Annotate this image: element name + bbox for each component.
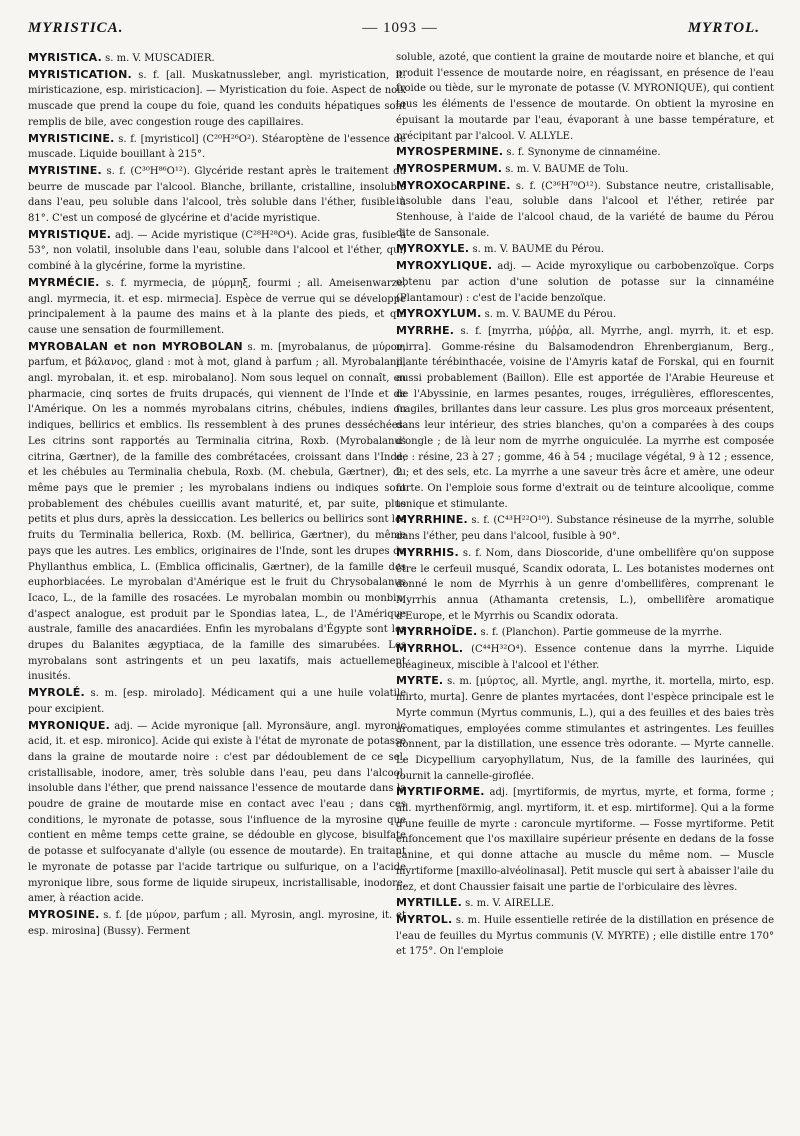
entry-definition: soluble, azoté, que contient la graine de moutarde noire et blanche, et qui produit l'essence de moutarde noire, en réagissant, en présence de l'eau froide ou tiède, sur le myronate de potasse (V. MYRONIQUE), qui contient tous les éléments de l'essence de moutarde. On obtient la myrosine en épuisant la moutarde par l'eau, évaporant à une basse température, et précipitant par l'alcool. V. ALLYLE. (396, 52, 774, 142)
entry-definition: s. f. (Planchon). Partie gommeuse de la myrrhe. (477, 627, 723, 639)
dictionary-entry (396, 641, 774, 673)
entry-headword: MYROSINE. (28, 907, 100, 921)
entry-definition: s. m. [μύρτος, all. Myrtle, angl. myrthe, it. mortella, mirto, esp. mirto, murta]. Genre de plantes myrtacées, dont l'espèce principale est le Myrte commun (Myrtus communis, L.), qui a des feuilles et des baies très aromatiques, employées comme stimulantes et astringentes. Les feuilles donnent, par la distillation, une essence très odorante. — Myrte cannelle. Le Dicypellium caryophyllatum, Nus, de la famille des laurinées, qui fournit la cannelle-giroflée. (396, 676, 774, 782)
dictionary-entry (396, 144, 774, 161)
entry-definition: s. m. V. BAUME de Tolu. (502, 163, 629, 175)
entry-headword: MYROSPERMUM. (396, 161, 503, 175)
entry-headword: MYRISTIQUE. (28, 227, 112, 241)
entry-headword: MYROXYLUM. (396, 307, 482, 321)
entry-definition: s. m. [myrobalanus, de μύρον, parfum, et βάλανος, gland : mot à mot, gland à parfum ; all. Myrobalanil, angl. myrobalan, it. et esp. mirobalano]. Nom sous lequel on connaît, en pharmacie, cinq sortes de fruits drupacés, qui viennent de l'Inde et de l'Amérique. On les a nommés myrobalans citrins, chébules, indiens ou indiques, bellirics et emblics. Ils ressemblent à des prunes desséchées. Les citrins sont rapportés au Terminalia citrina, Roxb. (Myrobalanus citrina, Gærtner), de la famille des combrétacées, croissant dans l'Inde, et les chébules au Terminalia chebula, Roxb. (M. chebula, Gærtner), du même pays que le premier ; les myrobalans indiens ou indiques sont probablement des chébules cueillis avant maturité, et, par suite, plus petits et plus durs, après la dessiccation. Les bellerics ou bellirics sont les fruits du Terminalia bellerica, Roxb. (M. bellirica, Gærtner), du même pays que les autres. Les emblics, originaires de l'Inde, sont les drupes du Phyllanthus emblica, L. (Emblica officinalis, Gærtner), de la famille des euphorbiacées. Le myrobalan d'Amérique est le fruit du Chrysobalanus Icaco, L., de la famille des rosacées. Le myrobalan mombin ou monbin, d'aspect analogue, est produit par le Spondias latea, L., de l'Amérique australe, famille des anacardiées. Enfin les myrobalans d'Égypte sont les drupes du Balanites ægyptiaca, de la famille des simarubées. Les myrobalans sont astringents et un peu laxatifs, mais actuellement inusités. (28, 341, 406, 683)
entry-definition: adj. — Acide myronique [all. Myronsäure, angl. myronic acid, it. et esp. mironico]. Acide qui existe à l'état de myronate de potasse dans la graine de moutarde noire : c'est par dédoublement de ce sel, cristallisable, inodore, amer, très soluble dans l'eau, peu dans l'alcool, insoluble dans l'éther, que prend naissance l'essence de moutarde dans la poudre de graine de moutarde mise en contact avec l'eau ; dans ces conditions, le myronate de potasse, sous l'influence de la myrosine que contient en même temps cette graine, se dédouble en glycose, bisulfate de potasse et sulfocyanate d'allyle (ou essence de moutarde). En traitant le myronate de potasse par l'acide tartrique ou sulfurique, on a l'acide myronique libre, sous forme de liquide sirupeux, incristallisable, inodore, amer, à réaction acide. (28, 720, 406, 905)
entry-definition: s. m. [esp. mirolado]. Médicament qui a une huile volatile pour excipient. (28, 688, 406, 715)
dictionary-entry (396, 241, 774, 258)
dictionary-entry (28, 163, 406, 227)
dictionary-entry (28, 718, 406, 907)
entry-definition: adj. — Acide myroxylique ou carbobenzoïque. Corps obtenu par action d'une solution de potasse sur la cinnaméine (Plantamour) : c'est de l'acide benzoïque. (396, 261, 774, 304)
entry-headword: MYRISTINE. (28, 163, 102, 177)
entry-definition: (C⁴⁴H³²O⁴). Essence contenue dans la myrrhe. Liquide oléagineux, miscible à l'alcool et l'éther. (396, 644, 774, 671)
entry-headword: MYRTE. (396, 674, 444, 688)
dictionary-entry (396, 545, 774, 625)
entry-definition: s. f. [myrrha, μύῤῥα, all. Myrrhe, angl. myrrh, it. et esp. mirra]. Gomme-résine du Balsamodendron Ehrenbergianum, Berg., plante térébinthacée, voisine de l'Amyris kataf de Forskal, qui en fournit aussi probablement (Baillon). Elle est apportée de l'Arabie Heureuse et de l'Abyssinie, en larmes pesantes, rouges, irrégulières, efflorescentes, fragiles, brillantes dans leur cassure. Les plus gros morceaux présentent, dans leur intérieur, des stries blanches, qu'on a comparées à des coups d'ongle ; de là leur nom de myrrhe onguiculée. La myrrhe est composée de : résine, 23 à 27 ; gomme, 46 à 54 ; mucilage végétal, 9 à 12 ; essence, 2 ; et des sels, etc. La myrrhe a une saveur très âcre et amère, une odeur forte. On l'emploie sous forme d'extrait ou de teinture alcoolique, comme tonique et stimulante. (396, 325, 774, 510)
dictionary-entry (28, 907, 406, 939)
entry-headword: MYRRHOL. (396, 642, 464, 656)
dictionary-entry (396, 306, 774, 323)
dictionary-entry (28, 67, 406, 131)
dictionary-entry (396, 50, 774, 144)
entry-headword: MYRISTICINE. (28, 131, 115, 145)
dictionary-entry (28, 50, 406, 67)
entry-definition: s. f. Synonyme de cinnaméine. (503, 147, 661, 159)
entry-headword: MYRISTICATION. (28, 67, 132, 81)
entry-headword: MYRRHINE. (396, 513, 468, 527)
entry-headword: MYRTOL. (396, 912, 453, 926)
dictionary-entry (396, 178, 774, 242)
entry-headword: MYRTILLE. (396, 896, 462, 910)
entry-headword: MYRISTICA. (28, 51, 102, 64)
entry-definition: s. f. (C³⁶H⁷⁰O¹²). Substance neutre, cristallisable, insoluble dans l'eau, soluble dans l'alcool et l'éther, retirée par Stenhouse, à l'aide de l'alcool chaud, de la variété de baume du Pérou dite de Sansonale. (396, 180, 774, 239)
dictionary-entry (28, 227, 406, 275)
dictionary-entry (28, 131, 406, 163)
dictionary-entry (396, 784, 774, 895)
entry-definition: s. m. V. MUSCADIER. (101, 53, 215, 64)
dictionary-entry (396, 912, 774, 960)
entry-headword: MYROBALAN et non MYROBOLAN (28, 339, 243, 353)
entry-definition: s. m. Huile essentielle retirée de la distillation en présence de l'eau de feuilles du Myrtus communis (V. MYRTE) ; elle distille entre 170° et 175°. On l'emploie (396, 914, 774, 958)
entry-headword: MYROLÉ. (28, 686, 85, 700)
dictionary-entry (396, 512, 774, 544)
entry-definition: s. m. V. BAUME du Pérou. (481, 309, 617, 321)
entry-headword: MYRMÉCIE. (28, 275, 100, 289)
entry-headword: MYRRHE. (396, 323, 455, 337)
entry-definition: s. f. [all. Muskatnussleber, angl. myristication, it. miristicazione, esp. miristicacion]. — Myristication du foie. Aspect de noix muscade que prend la coupe du foie, quand les conduits hépatiques sont remplis de bile, avec congestion rouge des capillaires. (28, 69, 406, 128)
dictionary-entry (396, 624, 774, 641)
dictionary-entry (396, 258, 774, 306)
entry-headword: MYROXOCARPINE. (396, 178, 511, 192)
entry-definition: adj. — Acide myristique (C²⁸H²⁸O⁴). Acide gras, fusible à 53°, non volatil, insoluble dans l'eau, soluble dans l'alcool et l'éther, qui, combiné à la glycérine, forme la myristine. (28, 229, 406, 273)
dictionary-entry (396, 161, 774, 178)
entry-headword: MYROXYLE. (396, 242, 470, 256)
entry-headword: MYRRHIS. (396, 545, 459, 559)
left-column (28, 50, 406, 939)
entry-headword: MYROXYLIQUE. (396, 259, 493, 273)
entry-headword: MYROSPERMINE. (396, 145, 504, 159)
entry-definition: s. f. [de μύρον, parfum ; all. Myrosin, angl. myrosine, it. et esp. mirosina] (Bussy). Ferment (28, 909, 406, 937)
running-head-right: MYRTOL. (687, 20, 760, 36)
entry-definition: s. m. V. AIRELLE. (462, 898, 555, 910)
entry-definition: s. f. myrmecia, de μύρμηξ, fourmi ; all. Ameisenwarze, angl. myrmecia, it. et esp. mirmecia]. Espèce de verrue qui se développe principalement à la paume des mains et à la plante des pieds, et qui cause une sensation de fourmillement. (28, 277, 406, 336)
entry-definition: s. f. Nom, dans Dioscoride, d'une ombellifère qu'on suppose être le cerfeuil musqué, Scandix odorata, L. Les botanistes modernes ont donné le nom de Myrrhis à un genre d'ombellifères, comprenant le Myrrhis annua (Athamanta cretensis, L.), ombellifère aromatique d'Europe, et le Myrrhis ou Scandix odorata. (396, 547, 774, 622)
running-head-left: MYRISTICA. (28, 20, 124, 36)
right-column (396, 50, 774, 960)
dictionary-entry (396, 673, 774, 784)
dictionary-entry (396, 323, 774, 512)
dictionary-entry (28, 339, 406, 685)
dictionary-entry (28, 275, 406, 339)
entry-definition: s. m. V. BAUME du Pérou. (469, 244, 604, 256)
entry-headword: MYRONIQUE. (28, 718, 111, 732)
entry-definition: s. f. (C⁴³H²²O¹⁰). Substance résineuse de la myrrhe, soluble dans l'éther, peu dans l'alcool, fusible à 90°. (396, 515, 774, 543)
entry-definition: s. f. (C³⁰H⁸⁶O¹²). Glycéride restant après le traitement du beurre de muscade par l'alcool. Blanche, brillante, cristalline, insoluble dans l'eau, peu soluble dans l'alcool, très soluble dans l'éther, fusible à 81°. C'est un composé de glycérine et d'acide myristique. (28, 165, 406, 225)
entry-headword: MYRTIFORME. (396, 785, 485, 799)
page-number: — 1093 — (362, 20, 438, 36)
entry-headword: MYRRHOÏDE. (396, 625, 478, 639)
dictionary-entry (28, 685, 406, 717)
entry-definition: adj. [myrtiformis, de myrtus, myrte, et forma, forme ; all. myrthenförmig, angl. myrtiform, it. et esp. mirtiforme]. Qui a la forme d'une feuille de myrte : caroncule myrtiforme. — Fosse myrtiforme. Petit enfoncement que l'os maxillaire supérieur présente en dedans de la fosse canine, et qui donne attache au muscle du même nom. — Muscle myrtiforme [maxillo-alvéolinasal]. Petit muscle qui sert à abaisser l'aile du nez, et dont Chaussier faisait une partie de l'orbiculaire des lèvres. (396, 787, 774, 893)
dictionary-entry (396, 895, 774, 912)
entry-definition: s. f. [myristicol] (C²⁰H²⁶O²). Stéaroptène de l'essence de muscade. Liquide bouillant à 215°. (28, 133, 406, 161)
